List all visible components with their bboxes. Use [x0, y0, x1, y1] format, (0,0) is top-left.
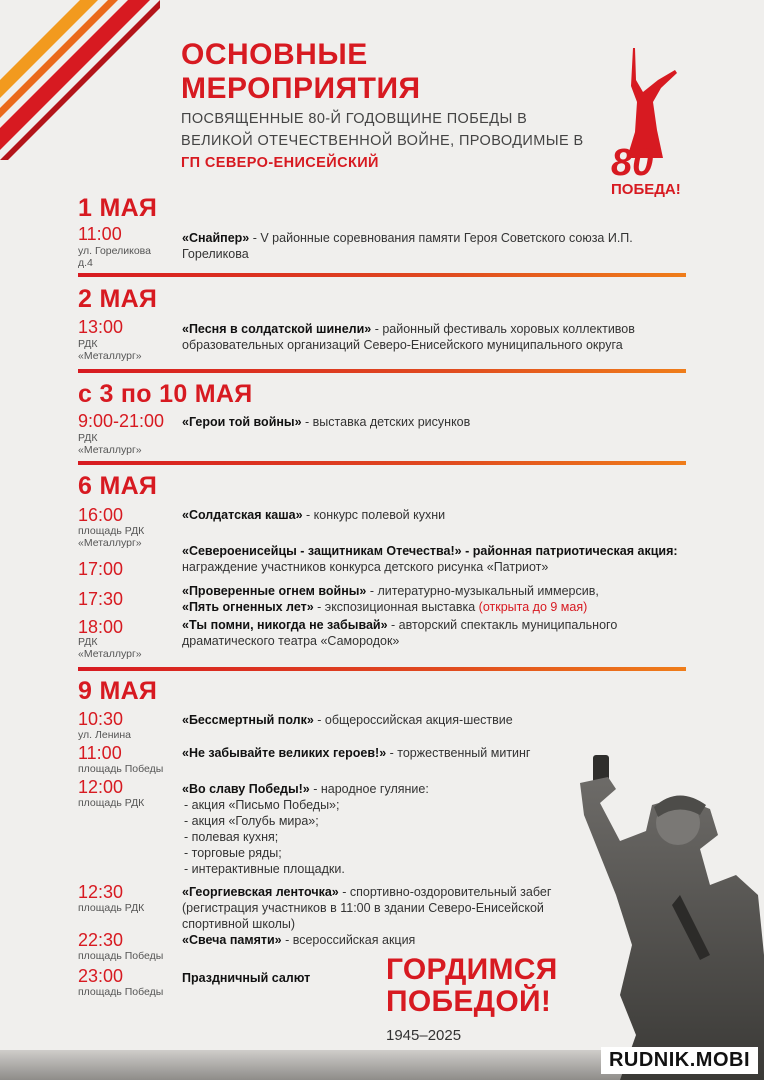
event-time: 12:00 — [78, 777, 124, 797]
event-description: «Снайпер» - V районные соревнования памяти Героя Советского союза И.П. Гореликова — [182, 231, 633, 261]
divider — [78, 369, 686, 373]
list-item: - торговые ряды; — [184, 846, 282, 860]
event-place: площадь РДК — [78, 797, 145, 809]
event-time: 10:30 — [78, 709, 124, 729]
decorative-stripes — [0, 0, 160, 160]
list-item: - акция «Письмо Победы»; — [184, 798, 340, 812]
activity-list — [182, 797, 482, 877]
event-time: 9:00-21:00 — [78, 411, 165, 431]
day-3-10-may — [78, 380, 688, 408]
list-item: - акция «Голубь мира»; — [184, 814, 319, 828]
logo-text: ПОБЕДА! — [611, 181, 681, 198]
event-description: «Песня в солдатской шинели» - районный фестиваль хоровых коллективов образовательных организаций Северо-Енисейского муниципального округа — [182, 322, 635, 352]
event-place: РДК «Металлург» — [78, 338, 142, 362]
event-description: «Проверенные огнем войны» - литературно-музыкальный иммерсив, «Пять огненных лет» - экспозиционная выставка (открыта до 9 мая) — [182, 584, 599, 614]
day-6-may — [78, 472, 688, 500]
event-time: 11:00 — [78, 743, 122, 763]
event-description: «Солдатская каша» - конкурс полевой кухни — [182, 508, 446, 522]
victory-80-logo — [603, 40, 693, 200]
event-description: Праздничный салют — [182, 971, 311, 985]
location-label: ГП СЕВЕРО-ЕНИСЕЙСКИЙ — [181, 155, 379, 171]
event-place: РДК «Металлург» — [78, 432, 142, 456]
event-time: 16:00 — [78, 505, 124, 525]
day-1-may — [78, 194, 688, 222]
event-place: площадь Победы — [78, 986, 164, 998]
soldier-illustration — [560, 745, 764, 1080]
logo-number: 80 — [611, 142, 654, 184]
day-2-may — [78, 285, 688, 313]
event-place: площадь Победы — [78, 763, 164, 775]
event-description: «Ты помни, никогда не забывай» - авторский спектакль муниципального драматического театра «Самородок» — [182, 618, 618, 648]
day-label: 9 МАЯ — [78, 677, 158, 705]
event-place: РДК «Металлург» — [78, 636, 142, 660]
event-time: 12:30 — [78, 882, 124, 902]
event-place: площадь Победы — [78, 950, 164, 962]
slogan: ГОРДИМСЯ ПОБЕДОЙ! — [386, 953, 558, 1018]
event-time: 17:30 — [78, 589, 124, 609]
event-place: площадь РДК «Металлург» — [78, 525, 145, 549]
day-label: 2 МАЯ — [78, 285, 158, 313]
event-time: 18:00 — [78, 617, 124, 637]
day-label: с 3 по 10 МАЯ — [78, 380, 253, 408]
event-time: 11:00 — [78, 224, 122, 244]
event-description: «Не забывайте великих героев!» - торжественный митинг — [182, 746, 531, 760]
event-time: 23:00 — [78, 966, 124, 986]
event-description: «Североенисейцы - защитникам Отечества!» - районная патриотическая акция: награждение участников конкурса детского рисунка «Патриот» — [182, 544, 678, 574]
event-time: 22:30 — [78, 930, 124, 950]
list-item: - полевая кухня; — [184, 830, 279, 844]
event-time: 17:00 — [78, 559, 124, 579]
event-description: «Бессмертный полк» - общероссийская акция-шествие — [182, 713, 513, 727]
event-description: «Свеча памяти» - всероссийская акция — [182, 933, 416, 947]
event-place: ул. Ленина — [78, 729, 132, 741]
divider — [78, 667, 686, 671]
day-9-may — [78, 677, 688, 705]
page-subtitle: ПОСВЯЩЕННЫЕ 80-Й ГОДОВЩИНЕ ПОБЕДЫ В ВЕЛИКОЙ ОТЕЧЕСТВЕННОЙ ВОЙНЕ, ПРОВОДИМЫЕ В ГП СЕВЕРО-ЕНИСЕЙСКИЙ — [181, 108, 584, 174]
event-place: площадь РДК — [78, 902, 145, 914]
page-title: ОСНОВНЫЕ МЕРОПРИЯТИЯ — [181, 38, 421, 105]
event-description: «Во славу Победы!» - народное гуляние: - акция «Письмо Победы»; - акция «Голубь мира»; - полевая кухня; - торговые ряды; - интерактивные площадки. — [182, 781, 482, 877]
event-time: 13:00 — [78, 317, 124, 337]
years-label: 1945–2025 — [386, 1027, 462, 1044]
divider — [78, 461, 686, 465]
event-place: ул. Гореликова д.4 — [78, 245, 151, 269]
divider — [78, 273, 686, 277]
event-description: «Герои той войны» - выставка детских рисунков — [182, 415, 471, 429]
watermark: RUDNIK.MOBI — [601, 1047, 758, 1074]
event-description: «Георгиевская ленточка» - спортивно-оздоровительный забег (регистрация участников в 11:00 в здании Северо-Енисейской спортивной школы) — [182, 885, 552, 931]
day-label: 1 МАЯ — [78, 194, 158, 222]
day-label: 6 МАЯ — [78, 472, 158, 500]
list-item: - интерактивные площадки. — [184, 862, 345, 876]
